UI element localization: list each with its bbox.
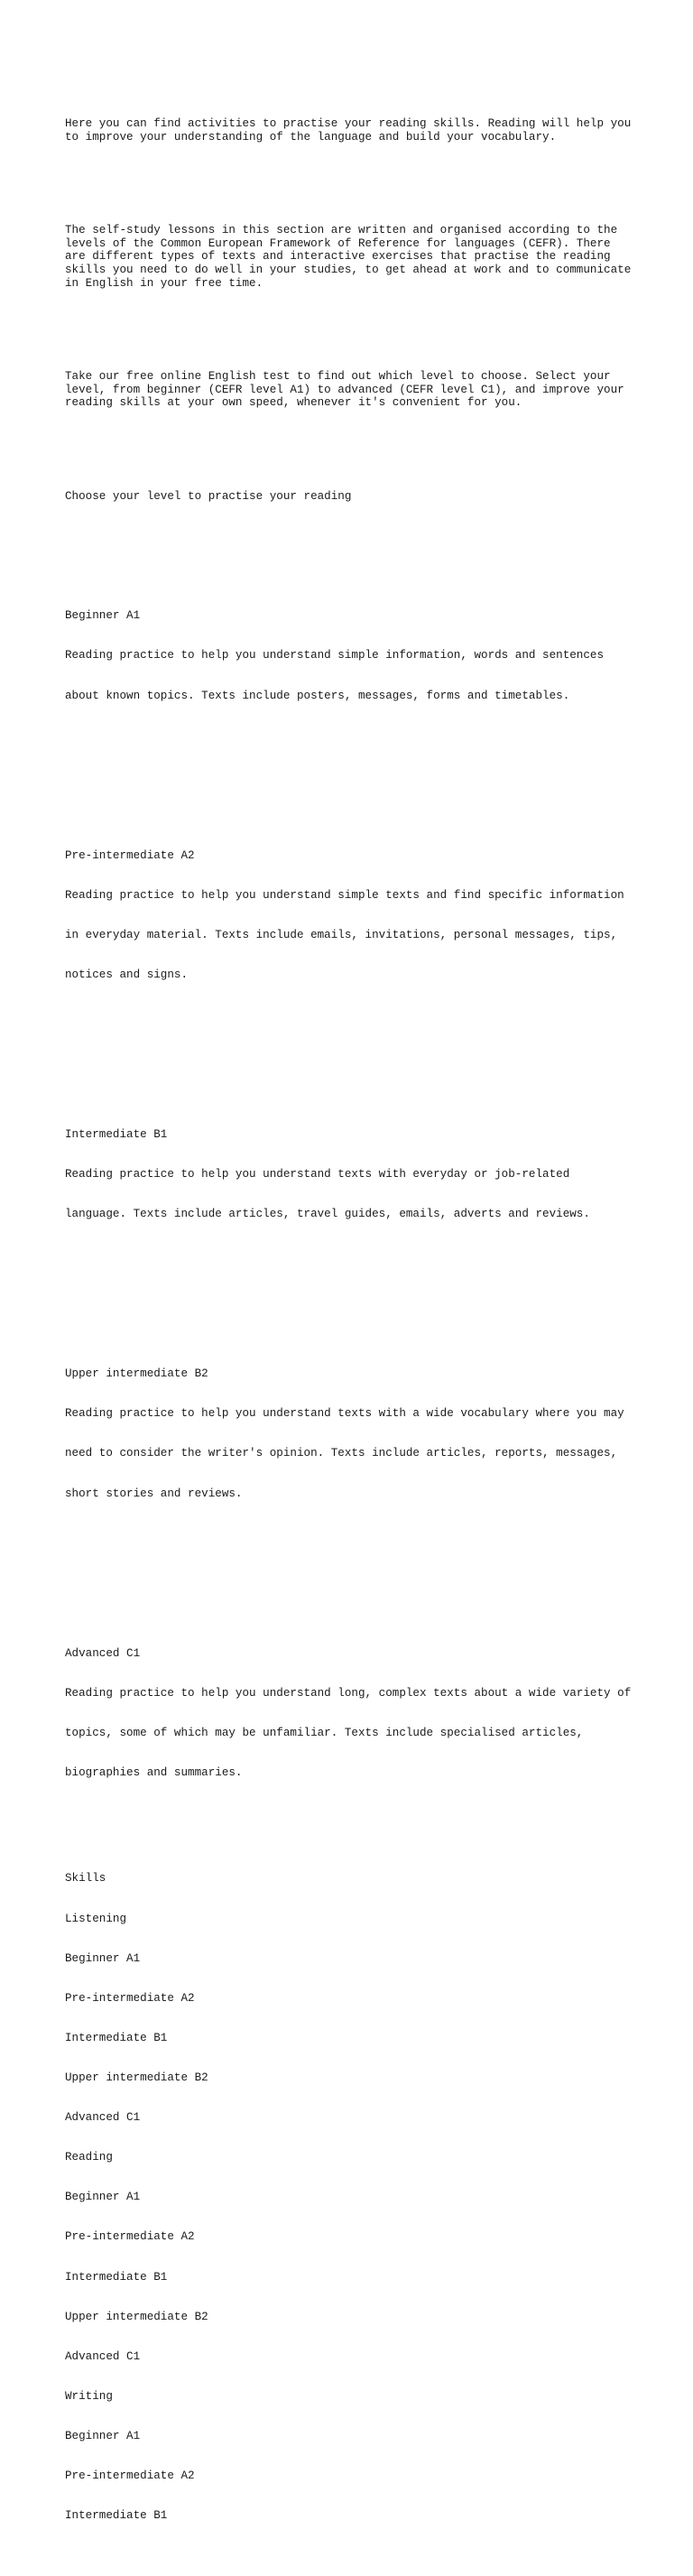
- level-desc-line: Reading practice to help you understand simple texts and find specific information: [65, 888, 624, 902]
- text-line: The self-study lessons in this section are written and organised according to the: [65, 224, 618, 237]
- intro-paragraph-3: [65, 370, 642, 410]
- choose-level-text: Choose your level to practise your reading: [65, 489, 352, 503]
- level-desc-line: Reading practice to help you understand texts with everyday or job-related: [65, 1168, 570, 1181]
- level-upper-intermediate-b2: [65, 1341, 642, 1527]
- text-line: in English in your free time.: [65, 276, 263, 290]
- nav-item-reading[interactable]: Reading: [65, 2151, 113, 2164]
- level-title[interactable]: Pre-intermediate A2: [65, 848, 195, 862]
- choose-level-heading: [65, 490, 642, 504]
- level-pre-intermediate-a2: [65, 822, 642, 1008]
- nav-heading-skills: Skills: [65, 1872, 106, 1886]
- level-desc-line: notices and signs.: [65, 968, 189, 981]
- nav-item-listening-b2[interactable]: Upper intermediate B2: [65, 2071, 208, 2085]
- nav-item-writing[interactable]: Writing: [65, 2389, 113, 2403]
- level-beginner-a1: [65, 583, 642, 729]
- level-desc-line: Reading practice to help you understand long, complex texts about a wide variety of: [65, 1686, 632, 1700]
- nav-item-listening-b1[interactable]: Intermediate B1: [65, 2031, 168, 2044]
- level-title[interactable]: Advanced C1: [65, 1646, 141, 1660]
- document-page: [65, 78, 642, 2576]
- text-line: reading skills at your own speed, whenever it's convenient for you.: [65, 396, 522, 410]
- level-desc-line: about known topics. Texts include posters, messages, forms and timetables.: [65, 689, 570, 702]
- nav-item-writing-a2[interactable]: Pre-intermediate A2: [65, 2469, 195, 2483]
- text-line: are different types of texts and interactive exercises that practise the reading: [65, 250, 611, 264]
- nav-item-listening[interactable]: Listening: [65, 1912, 127, 1925]
- nav-item-reading-c1[interactable]: Advanced C1: [65, 2349, 141, 2363]
- text-line: skills you need to do well in your studies, to get ahead at work and to communicate: [65, 264, 632, 277]
- text-line: Here you can find activities to practise your reading skills. Reading will help you: [65, 117, 632, 131]
- level-title[interactable]: Beginner A1: [65, 609, 141, 623]
- nav-item-reading-b2[interactable]: Upper intermediate B2: [65, 2310, 208, 2323]
- nav-item-writing-a1[interactable]: Beginner A1: [65, 2430, 141, 2443]
- nav-item-writing-b1[interactable]: Intermediate B1: [65, 2509, 168, 2523]
- level-desc-line: Reading practice to help you understand texts with a wide vocabulary where you may: [65, 1407, 624, 1421]
- level-desc-line: language. Texts include articles, travel guides, emails, adverts and reviews.: [65, 1208, 590, 1221]
- level-desc-line: need to consider the writer's opinion. Texts include articles, reports, messages,: [65, 1447, 618, 1460]
- intro-paragraph-1: [65, 117, 642, 144]
- nav-item-reading-b1[interactable]: Intermediate B1: [65, 2270, 168, 2284]
- level-desc-line: topics, some of which may be unfamiliar. Texts include specialised articles,: [65, 1726, 584, 1739]
- nav-item-reading-a1[interactable]: Beginner A1: [65, 2191, 141, 2204]
- level-advanced-c1: [65, 1620, 642, 1806]
- skills-navigation: [65, 1846, 642, 2549]
- text-line: level, from beginner (CEFR level A1) to advanced (CEFR level C1), and improve your: [65, 383, 624, 396]
- level-desc-line: short stories and reviews.: [65, 1487, 243, 1500]
- intro-paragraph-2: [65, 224, 642, 291]
- nav-item-listening-a1[interactable]: Beginner A1: [65, 1951, 141, 1965]
- nav-item-listening-c1[interactable]: Advanced C1: [65, 2111, 141, 2125]
- level-title[interactable]: Upper intermediate B2: [65, 1367, 208, 1381]
- level-desc-line: biographies and summaries.: [65, 1765, 243, 1779]
- nav-item-reading-a2[interactable]: Pre-intermediate A2: [65, 2230, 195, 2244]
- text-line: levels of the Common European Framework of Reference for languages (CEFR). There: [65, 236, 611, 250]
- level-desc-line: in everyday material. Texts include emails, invitations, personal messages, tips,: [65, 928, 618, 941]
- text-line: Take our free online English test to find out which level to choose. Select your: [65, 370, 611, 384]
- text-line: to improve your understanding of the language and build your vocabulary.: [65, 130, 557, 144]
- nav-item-listening-a2[interactable]: Pre-intermediate A2: [65, 1991, 195, 2005]
- level-desc-line: Reading practice to help you understand simple information, words and sentences: [65, 649, 605, 663]
- level-intermediate-b1: [65, 1102, 642, 1248]
- level-title[interactable]: Intermediate B1: [65, 1127, 168, 1141]
